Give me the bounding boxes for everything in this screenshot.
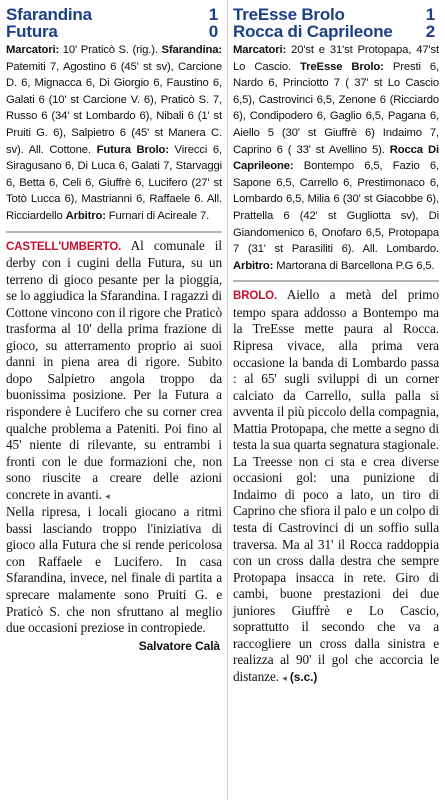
- right-scoreboard: [233, 0, 439, 40]
- left-column: [6, 0, 222, 654]
- right-home-team: TreEsse Brolo: [233, 5, 345, 24]
- right-article-p1: [233, 287, 439, 686]
- right-team1-text: Presti 6, Nardo 6, Princiotto 7 ( 37' st Lo Cascio 6,5), Castrovinci 6,5, Zenone 6 (Ricciardo 6), Condipodero 6, Gaglio 6,5, Pagana 6, Aiello 5 (30' st Giuffrè 6) Indaimo 7, Caprino 6 ( 33' st Avellino 5).: [233, 60, 440, 156]
- right-away-row: [233, 23, 439, 40]
- left-away-score: 0: [208, 22, 218, 41]
- column-divider: [227, 0, 228, 800]
- left-marcatori-label: Marcatori:: [6, 44, 60, 56]
- right-team2-label: Rocca Di Caprileone:: [233, 143, 439, 173]
- left-team2-text: Virecci 6, Siragusano 6, Di Luca 6, Galati 7, Starvaggi 6, Betta 6, Celi 6, Giuffrè 6, Lucifero (27' st Totò Lucca 6), Mastrianni 6, Raffaele 6. All. Ricciardello: [6, 143, 222, 222]
- right-away-team: Rocca di Caprileone: [233, 22, 393, 41]
- right-article: [233, 287, 439, 686]
- right-marcatori-label: Marcatori:: [233, 44, 287, 56]
- right-marcatori-text: 20'st e 31'st Protopapa, 47'st Lo Cascio.: [233, 44, 439, 73]
- right-arbitro-text: Martorana di Barcellona P.G 6,5.: [273, 259, 435, 272]
- left-match-card: [6, 42, 222, 225]
- left-away-row: [6, 23, 222, 40]
- right-column: [233, 0, 439, 686]
- right-home-row: [233, 6, 439, 23]
- triangle-left-icon: ◂: [105, 490, 110, 501]
- left-home-row: [6, 6, 222, 23]
- left-team1-label: Sfarandina:: [161, 44, 222, 56]
- left-article-p1-text: Al comunale il derby con i cugini della Futura, su un terreno di gioco pesante per la pioggia, se lo aggiudica la Sfarandina. I ragazzi di Cottone vincono con il rigore che Praticò trasforma al 10' della prima frazione di gioco, su atterramento proprio ai suoi danni in piena area di rigore. Subito dopo Salpietro angola troppo da buonissima posizione. Per la Futura a rispondere è Lucifero che su corner crea qualche problema a Pateniti. Poi fino al 45' niente di rilevante, su entrambi i fronti con le due formazioni che, non sono riuscite a creare delle azioni concrete in avanti.: [6, 237, 222, 502]
- left-article-p2: Nella ripresa, i locali giocano a ritmi bassi lasciando troppo l'iniziativa di gioco alla Futura che si rende pericolosa con Raffaele e Lucifero. In casa Sfarandina, invece, nel finale di partita a sprecare malamente sono Pruiti G. e Praticò S. che non sfruttano al meglio due occasioni preziose in contropiede.: [6, 504, 222, 636]
- left-away-team: Futura: [6, 22, 58, 41]
- left-article-city: CASTELL'UMBERTO.: [6, 240, 122, 253]
- left-scoreboard: [6, 0, 222, 40]
- left-home-team: Sfarandina: [6, 5, 92, 24]
- left-arbitro-text: Furnari di Acireale 7.: [105, 209, 210, 222]
- right-team1-label: TreEsse Brolo:: [300, 60, 384, 73]
- triangle-left-icon: ◂: [282, 672, 287, 683]
- right-home-score: 1: [425, 5, 435, 24]
- left-article-p1: [6, 238, 222, 505]
- right-article-p1-text: Aiello a metà del primo tempo spara addosso a Bontempo ma la TreEsse mette paura al Rocca. Ripresa vivace, alla prima vera occasione la banda di Lombardo passa : al 65' sugli sviluppi di un corner calciato da Carrello, sulla palla si avventa il più piccolo della compagnia, Mattia Protopapa, che mette a segno di testa la sua quarta segnatura stagionale. La Treesse non ci sta e crea diverse occasioni gol: una punizione di Indaimo di poco a lato, un tiro di Caprino che sfiora il palo e un colpo di testa di Castrovinci di un soffio sulla traversa. Ma al 31' il Rocca raddoppia con un cross dalla destra che sempre Protopapa insacca in rete. Giro di cambi, buone prestazioni dei due juniores Giuffrè e Lo Cascio, soprattutto il secondo che va a raccogliere un cross dalla sinistra e realizza al 90' il gol che accorcia le distanze.: [233, 287, 439, 684]
- right-away-score: 2: [425, 22, 435, 41]
- left-team2-label: Futura Brolo:: [96, 143, 169, 156]
- right-article-city: BROLO.: [233, 290, 278, 303]
- left-byline: Salvatore Calà: [138, 638, 220, 653]
- right-match-card: [233, 42, 439, 274]
- left-team1-text: Patemiti 7, Agostino 6 (45' st sv), Carcione D. 6, Mignacca 6, Di Giorgio 6, Faustino 6, Galati 6 (10' st Carcione V. 6), Praticò S. 7, Russo 6 (34' st Lombardo 6), Nibali 6 (1' st Pruiti G. 6), Salpietro 6 (45' st Manera C. sv). All. Cottone.: [6, 60, 222, 156]
- left-home-score: 1: [208, 5, 218, 24]
- right-section-divider: [233, 280, 439, 282]
- left-section-divider: [6, 231, 222, 233]
- right-signature: (s.c.): [289, 669, 318, 684]
- right-team2-text: Bontempo 6,5, Fazio 6, Sapone 6,5, Carrello 6, Prestimonaco 6, Lombardo 6,5, Milia 6 (30' st Giacobbe 6), Prattella 6 (42' st Gugliotta sv), Di Giandomenico 6, Onofaro 6,5, Protopapa 7 (31' st Parasiliti 6). All. Lombardo.: [233, 160, 439, 256]
- left-arbitro-label: Arbitro:: [65, 209, 106, 222]
- left-article: [6, 238, 222, 655]
- right-arbitro-label: Arbitro:: [233, 259, 274, 272]
- left-marcatori-text: 10' Praticò S. (rig.).: [59, 44, 158, 56]
